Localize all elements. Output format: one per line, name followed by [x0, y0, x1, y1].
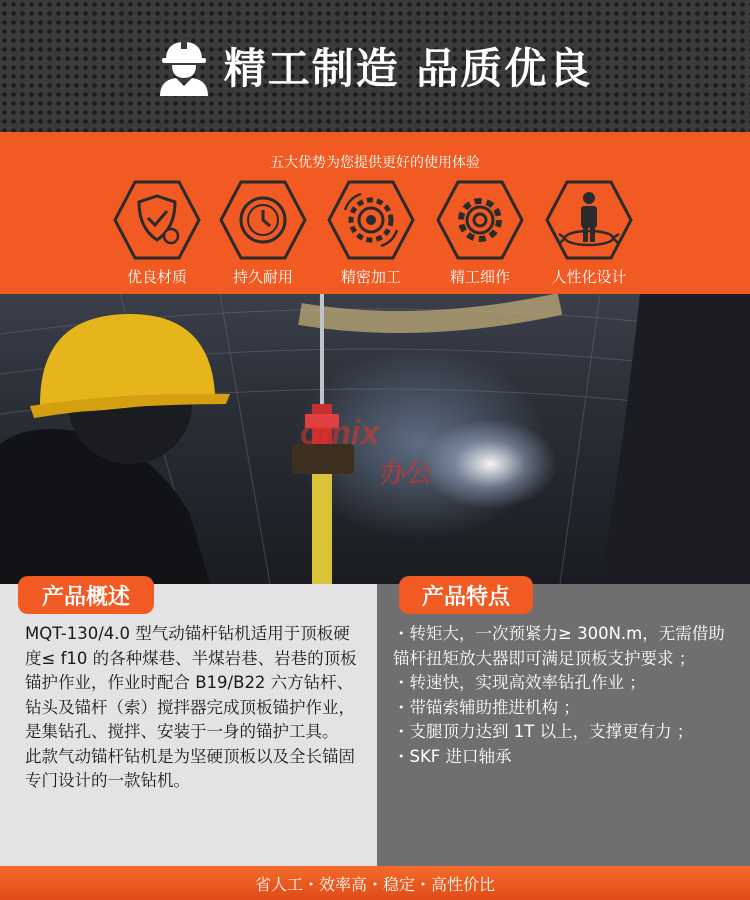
feature-item: ・带锚索辅助推进机构 ； — [393, 697, 580, 717]
feature-item: ・SKF 进口轴承 — [393, 746, 512, 766]
clock-icon — [219, 180, 307, 260]
advantages-subtitle: 五大优势为您提供更好的使用体验 — [270, 155, 480, 171]
overview-body: MQT-130/4.0 型气动锚杆钻机适用于顶板硬度≤ f10 的各种煤巷、半煤岩巷、岩巷的顶板锚护作业，作业时配合 B19/B22 六方钻杆、钻头及锚杆（索）搅拌器完成顶板锚护作业，是集钻孔、搅拌、安装于一身的锚护工具。 此款气动锚杆钻机是为坚硬顶板以及全长锚固专门设计的一款钻机。 — [25, 624, 357, 790]
advantage-label: 人性化设计 — [551, 268, 627, 286]
content-panels — [0, 584, 750, 866]
shield-check-icon — [113, 180, 201, 260]
advantage-label: 优良材质 — [126, 268, 187, 286]
feature-item: ・转速快，实现高效率钻孔作业 ； — [393, 673, 646, 692]
advantages-band — [0, 132, 750, 294]
worker-helmet-icon — [158, 36, 210, 96]
footer-slogan: 省人工・效率高・稳定・高性价比 — [254, 874, 495, 894]
advantage-label: 精密加工 — [340, 268, 401, 286]
page-title: 精工制造 品质优良 — [223, 44, 593, 93]
advantage-label: 精工细作 — [449, 268, 510, 286]
overview-panel — [0, 584, 377, 866]
overview-heading: 产品概述 — [18, 576, 154, 614]
overview-text — [25, 622, 361, 794]
person-rotate-icon — [545, 180, 633, 260]
features-panel — [377, 584, 750, 866]
watermark-brand: omix — [300, 414, 380, 452]
header-banner — [0, 0, 750, 132]
feature-item: ・转矩大，一次预紧力≥ 300N.m，无需借助锚杆扭矩放大器即可满足顶板支护要求 ； — [393, 624, 725, 668]
advantage-item — [323, 180, 419, 287]
features-list — [393, 622, 738, 769]
feature-item: ・支腿顶力达到 1T 以上，支撑更有力 ； — [393, 722, 694, 741]
advantage-item — [541, 180, 637, 287]
advantage-item — [215, 180, 311, 287]
footer-slogan-bar — [0, 866, 750, 900]
advantage-item — [432, 180, 528, 287]
watermark-text: 办公 — [380, 459, 433, 489]
gear-icon — [436, 180, 524, 260]
advantage-label: 持久耐用 — [232, 268, 293, 286]
advantage-item — [109, 180, 205, 287]
mine-scene-graphic — [0, 294, 750, 584]
mine-photo — [0, 294, 750, 584]
features-heading: 产品特点 — [399, 576, 533, 614]
gear-cycle-icon — [327, 180, 415, 260]
